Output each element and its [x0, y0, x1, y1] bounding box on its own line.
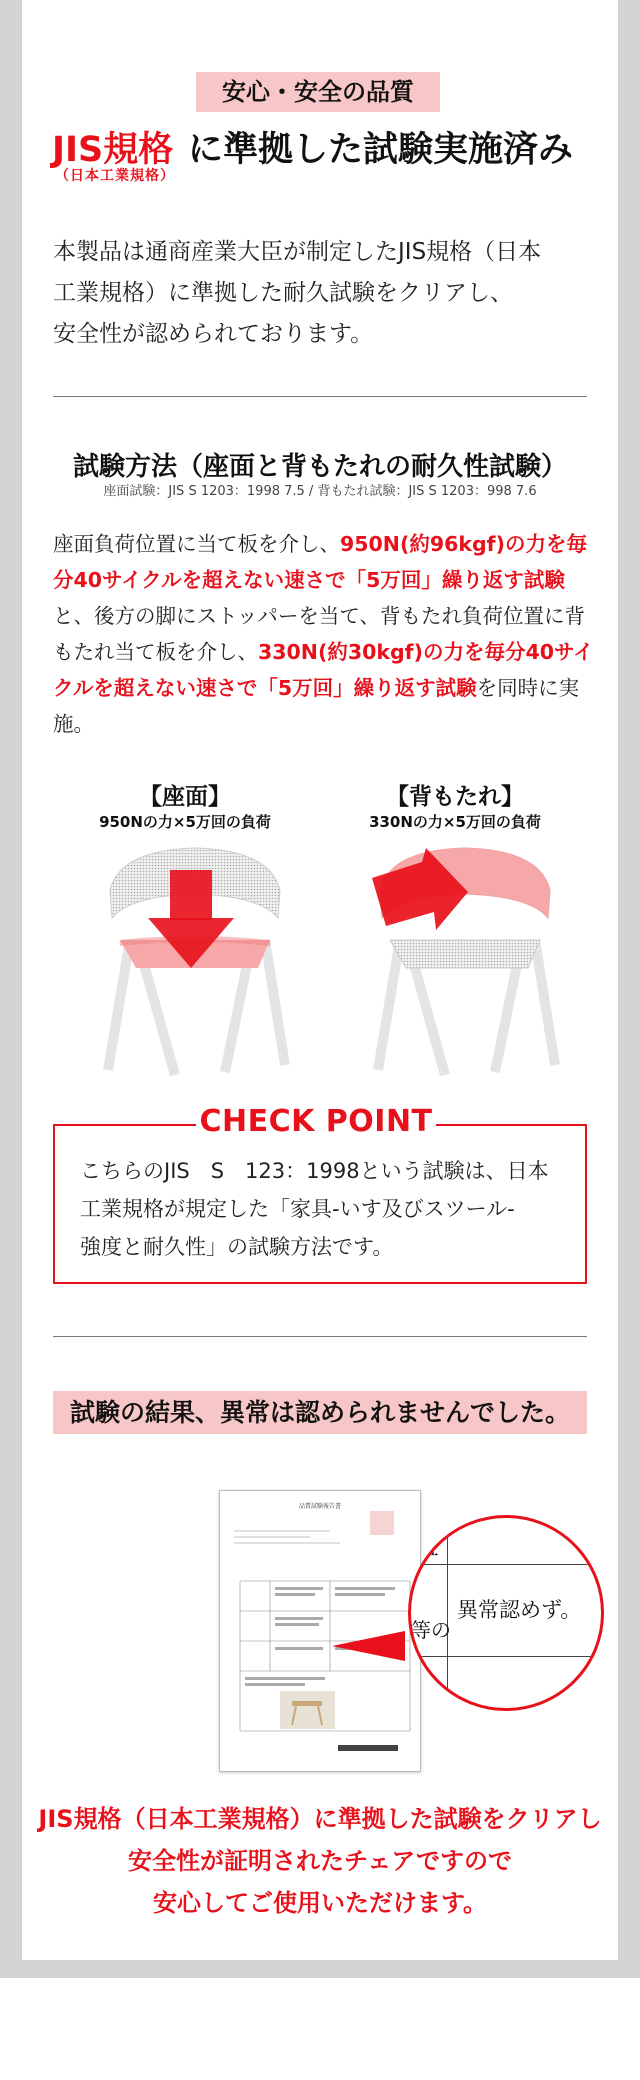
desc-part: と、後方の脚にストッパーを当て、背もたれ負荷位置に背もたれ当て板を介し、	[53, 604, 585, 664]
zoom-partial-left: 等の	[411, 1618, 451, 1642]
zoom-magnifier	[408, 1515, 604, 1711]
intro-line: 安全性が認められております。	[53, 321, 374, 347]
check-line: 強度と耐久性」の試験方法です。	[80, 1235, 394, 1259]
closing-message	[0, 1798, 640, 1924]
check-point-title: CHECK POINT	[196, 1104, 436, 1139]
back-caption: 330Nの力×5万回の負荷	[369, 813, 541, 831]
check-line: こちらのJIS S 123：1998という試験は、日本	[80, 1159, 549, 1183]
quality-badge: 安心・安全の品質	[196, 72, 440, 112]
intro-line: 工業規格）に準拠した耐久試験をクリアし、	[53, 280, 513, 306]
desc-part-highlight: 950N(約96kgf)の力を毎分40サイクルを超えない速さで「5万回」繰り返す試験	[53, 532, 587, 592]
desc-part-highlight: 330N(約30kgf)の力を毎分40サイクルを超えない速さで「5万回」繰り返す試験	[53, 640, 594, 700]
seat-caption: 950Nの力×5万回の負荷	[99, 813, 271, 831]
zoom-rule	[411, 1564, 604, 1565]
seat-heading: 【座面】	[139, 784, 231, 810]
check-point-text	[80, 1152, 570, 1266]
title-main: に準拠した試験実施済み	[188, 130, 574, 170]
method-title: 試験方法（座面と背もたれの耐久性試験）	[72, 452, 567, 482]
zoom-result-text: 異常認めず。	[457, 1598, 582, 1622]
desc-part: を同時に実施。	[53, 676, 580, 736]
title-sub: （日本工業規格）	[55, 168, 175, 184]
divider	[53, 396, 587, 397]
intro-line: 本製品は通商産業大臣が制定したJIS規格（日本	[53, 239, 542, 265]
test-report-document	[219, 1490, 421, 1772]
back-load-chair-illustration	[370, 840, 560, 1080]
seat-load-chair-illustration	[100, 840, 290, 1080]
method-description	[53, 526, 598, 742]
back-heading: 【背もたれ】	[386, 784, 524, 810]
report-title: 品質試験報告書	[298, 1503, 341, 1510]
closing-line: JIS規格（日本工業規格）に準拠した試験をクリアし	[38, 1805, 602, 1833]
zoom-rule	[411, 1656, 604, 1657]
method-subtitle: 座面試験：JIS S 1203：1998 7.5 / 背もたれ試験：JIS S 1203：998 7.6	[103, 484, 537, 499]
closing-line: 安心してご使用いただけます。	[152, 1889, 488, 1917]
result-badge: 試験の結果、異常は認められませんでした。	[53, 1391, 587, 1434]
back-diagram-header	[330, 778, 580, 832]
closing-line: 安全性が証明されたチェアですので	[128, 1847, 512, 1875]
title-jis: JIS規格	[52, 130, 174, 170]
seat-diagram-header	[60, 778, 310, 832]
report-content-lines	[220, 1491, 420, 1771]
intro-text	[53, 232, 593, 355]
zoom-partial-top: 査	[417, 1535, 440, 1560]
divider	[53, 1336, 587, 1337]
desc-part: 座面負荷位置に当て板を介し、	[53, 532, 340, 556]
check-line: 工業規格が規定した「家具-いす及びスツール-	[80, 1197, 515, 1221]
